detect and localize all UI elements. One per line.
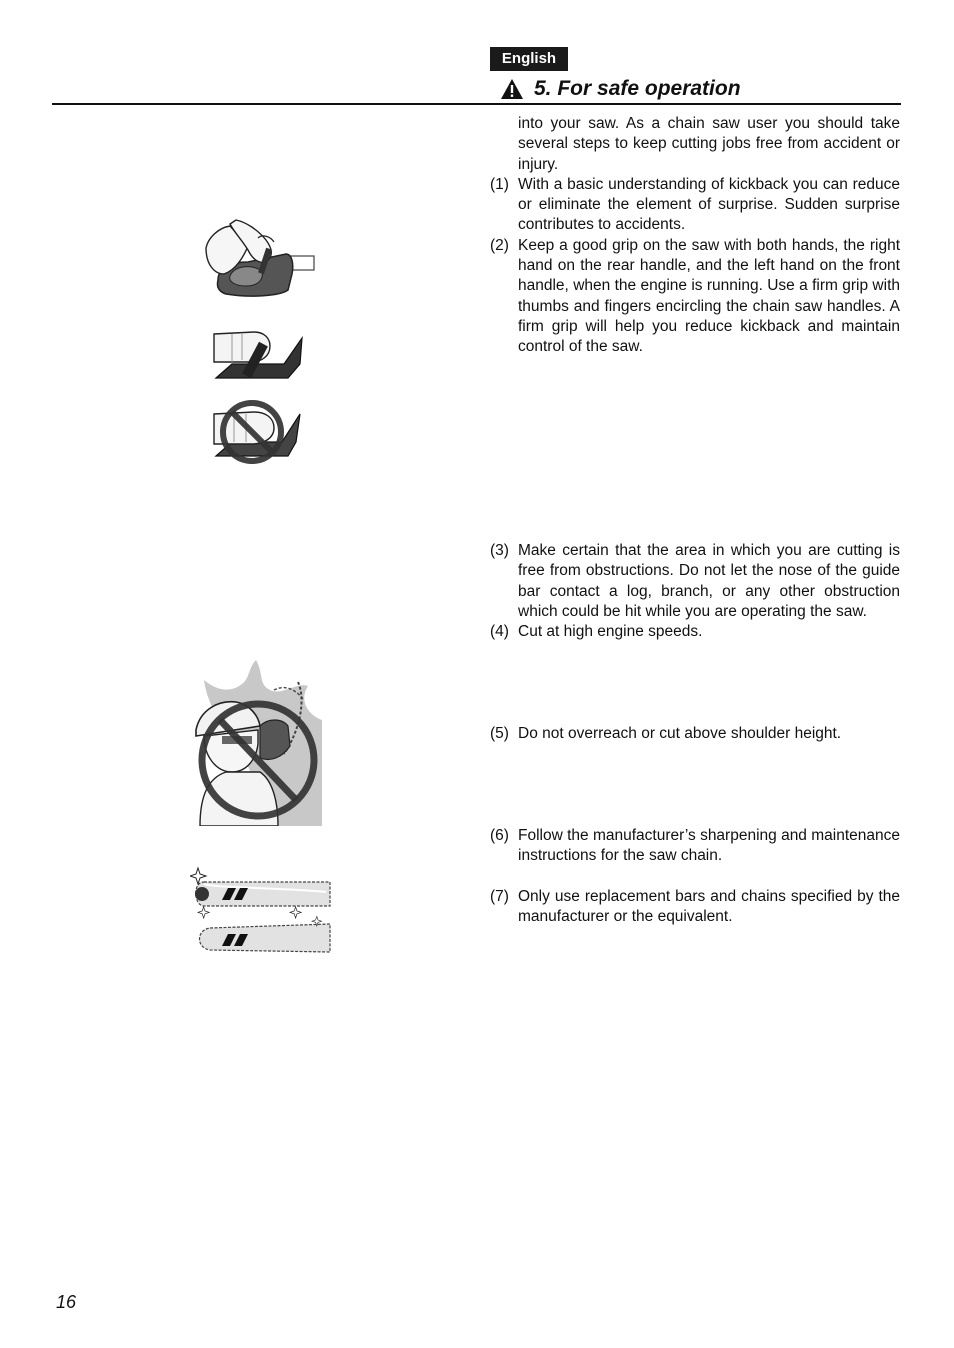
- overreach-illustration: [186, 660, 324, 826]
- list-item: [490, 175, 900, 236]
- guide-bar-upper: [195, 882, 330, 906]
- item-text: Only use replacement bars and chains specified by the manufacturer or the equivalent.: [518, 888, 900, 926]
- guide-bars-illustration: [190, 866, 332, 956]
- item-number: (3): [490, 542, 509, 559]
- item-number: (7): [490, 888, 509, 905]
- header-rule: [52, 103, 901, 105]
- item-text: With a basic understanding of kickback you can reduce or eliminate the element of surprise. Sudden surprise contributes to accidents.: [518, 175, 900, 234]
- item-text: Follow the manufacturer’s sharpening and maintenance instructions for the saw chain.: [518, 827, 900, 865]
- text-block-middle: [490, 541, 900, 642]
- item-number: (5): [490, 725, 509, 742]
- guide-bar-lower: [200, 924, 331, 952]
- list-item: [490, 236, 900, 358]
- text-block-item5: [490, 724, 900, 744]
- incorrect-grip-illustration: [208, 398, 304, 466]
- list-item: [490, 887, 900, 928]
- text-block-item7: [490, 887, 900, 928]
- warning-triangle-icon: [500, 78, 524, 100]
- list-item: [490, 724, 900, 744]
- correct-grip-illustration: [210, 328, 304, 380]
- text-block-top: [490, 114, 900, 358]
- section-header: [500, 74, 741, 104]
- list-item: [490, 826, 900, 867]
- item-number: (2): [490, 236, 509, 254]
- list-item: [490, 622, 900, 642]
- item-number: (4): [490, 623, 509, 641]
- language-badge: English: [490, 47, 568, 71]
- item-text: Make certain that the area in which you are cutting is free from obstructions. Do not let the nose of the guide bar contact a log, branch, or any other obstruction which could be hit while you are operating the saw.: [518, 542, 900, 620]
- list-item: [490, 541, 900, 622]
- section-title: 5. For safe operation: [534, 77, 741, 100]
- item-number: (1): [490, 175, 509, 193]
- item-text: Do not overreach or cut above shoulder height.: [518, 725, 842, 742]
- item-number: (6): [490, 827, 509, 844]
- text-block-item6: [490, 826, 900, 867]
- intro-paragraph: into your saw. As a chain saw user you should take several steps to keep cutting jobs free from accident or injury.: [518, 115, 900, 173]
- item-text: Keep a good grip on the saw with both hands, the right hand on the rear handle, and the left hand on the front handle, when the engine is running. Use a firm grip with thumbs and fingers encircling the chain saw handles. A firm grip will help you reduce kickback and maintain control of the saw.: [518, 236, 900, 356]
- chainsaw-grip-illustration: [200, 218, 316, 300]
- page-number: 16: [56, 1292, 77, 1312]
- item-text: Cut at high engine speeds.: [518, 623, 703, 641]
